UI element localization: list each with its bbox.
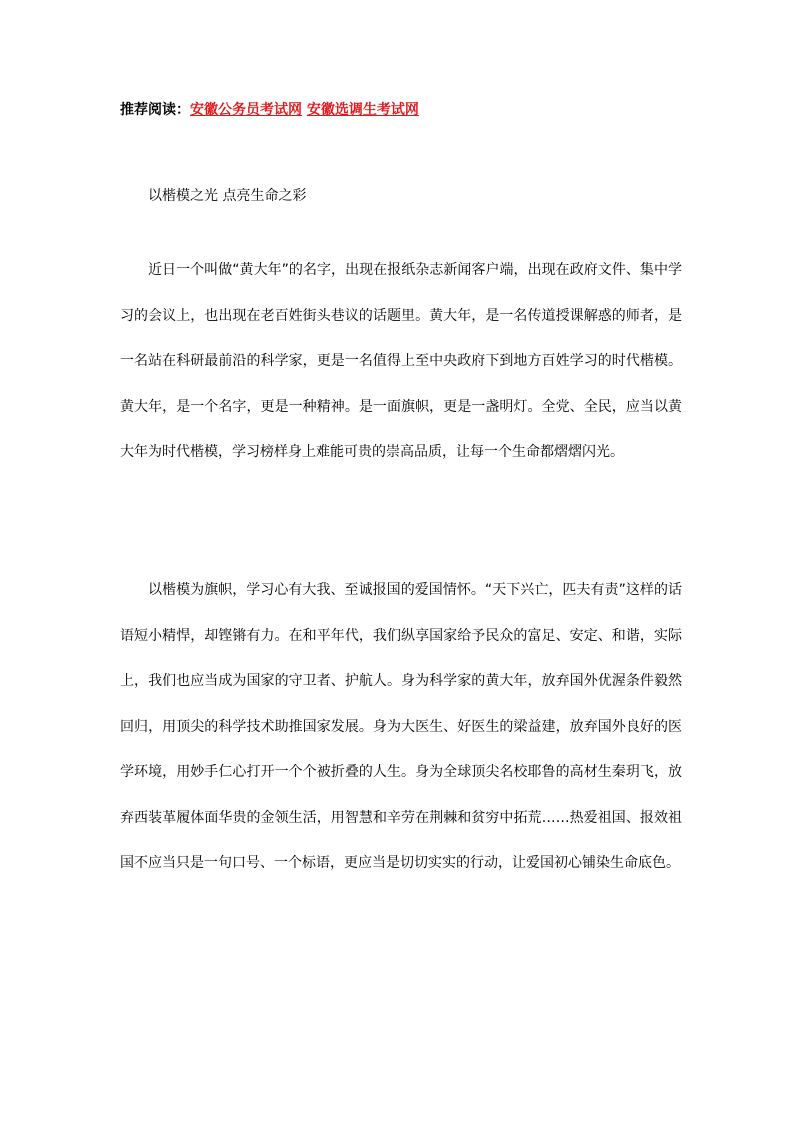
link-anhui-selected-graduates-exam[interactable]: 安徽选调生考试网 [306,102,419,118]
article-paragraph: 近日一个叫做“黄大年”的名字，出现在报纸杂志新闻客户端，出现在政府文件、集中学习的会议上，也出现在老百姓街头巷议的话题里。黄大年，是一名传道授课解惑的师者，是一名站在科研最前沿的科学家，更是一名值得上至中央政府下到地方百姓学习的时代楷模。黄大年，是一个名字，更是一种精神。是一面旗帜，更是一盏明灯。全党、全民，应当以黄大年为时代楷模，学习榜样身上难能可贵的崇高品质，让每一个生命都熠熠闪光。 [120,262,682,460]
link-anhui-civil-service-exam[interactable]: 安徽公务员考试网 [190,102,302,118]
recommended-reading-label: 推荐阅读： [120,102,190,118]
article-paragraph-2-block [120,568,682,887]
article-paragraph: 以楷模为旗帜，学习心有大我、至诚报国的爱国情怀。“天下兴亡，匹夫有责”这样的话语短小精悍，却铿锵有力。在和平年代，我们纵享国家给予民众的富足、安定、和谐，实际上，我们也应当成为国家的守卫者、护航人。身为科学家的黄大年，放弃国外优渥条件毅然回归，用顶尖的科学技术助推国家发展。身为大医生、好医生的梁益建，放弃国外良好的医学环境，用妙手仁心打开一个个被折叠的人生。身为全球顶尖名校耶鲁的高材生秦玥飞，放弃西装革履体面华贵的金领生活，用智慧和辛劳在荆棘和贫穷中拓荒……热爱祖国、报效祖国不应当只是一句口号、一个标语，更应当是切切实实的行动，让爱国初心铺染生命底色。 [120,582,682,871]
article-title: 以楷模之光 点亮生命之彩 [148,188,307,204]
recommended-reading [120,100,419,120]
article-paragraph-1-block [120,248,682,476]
